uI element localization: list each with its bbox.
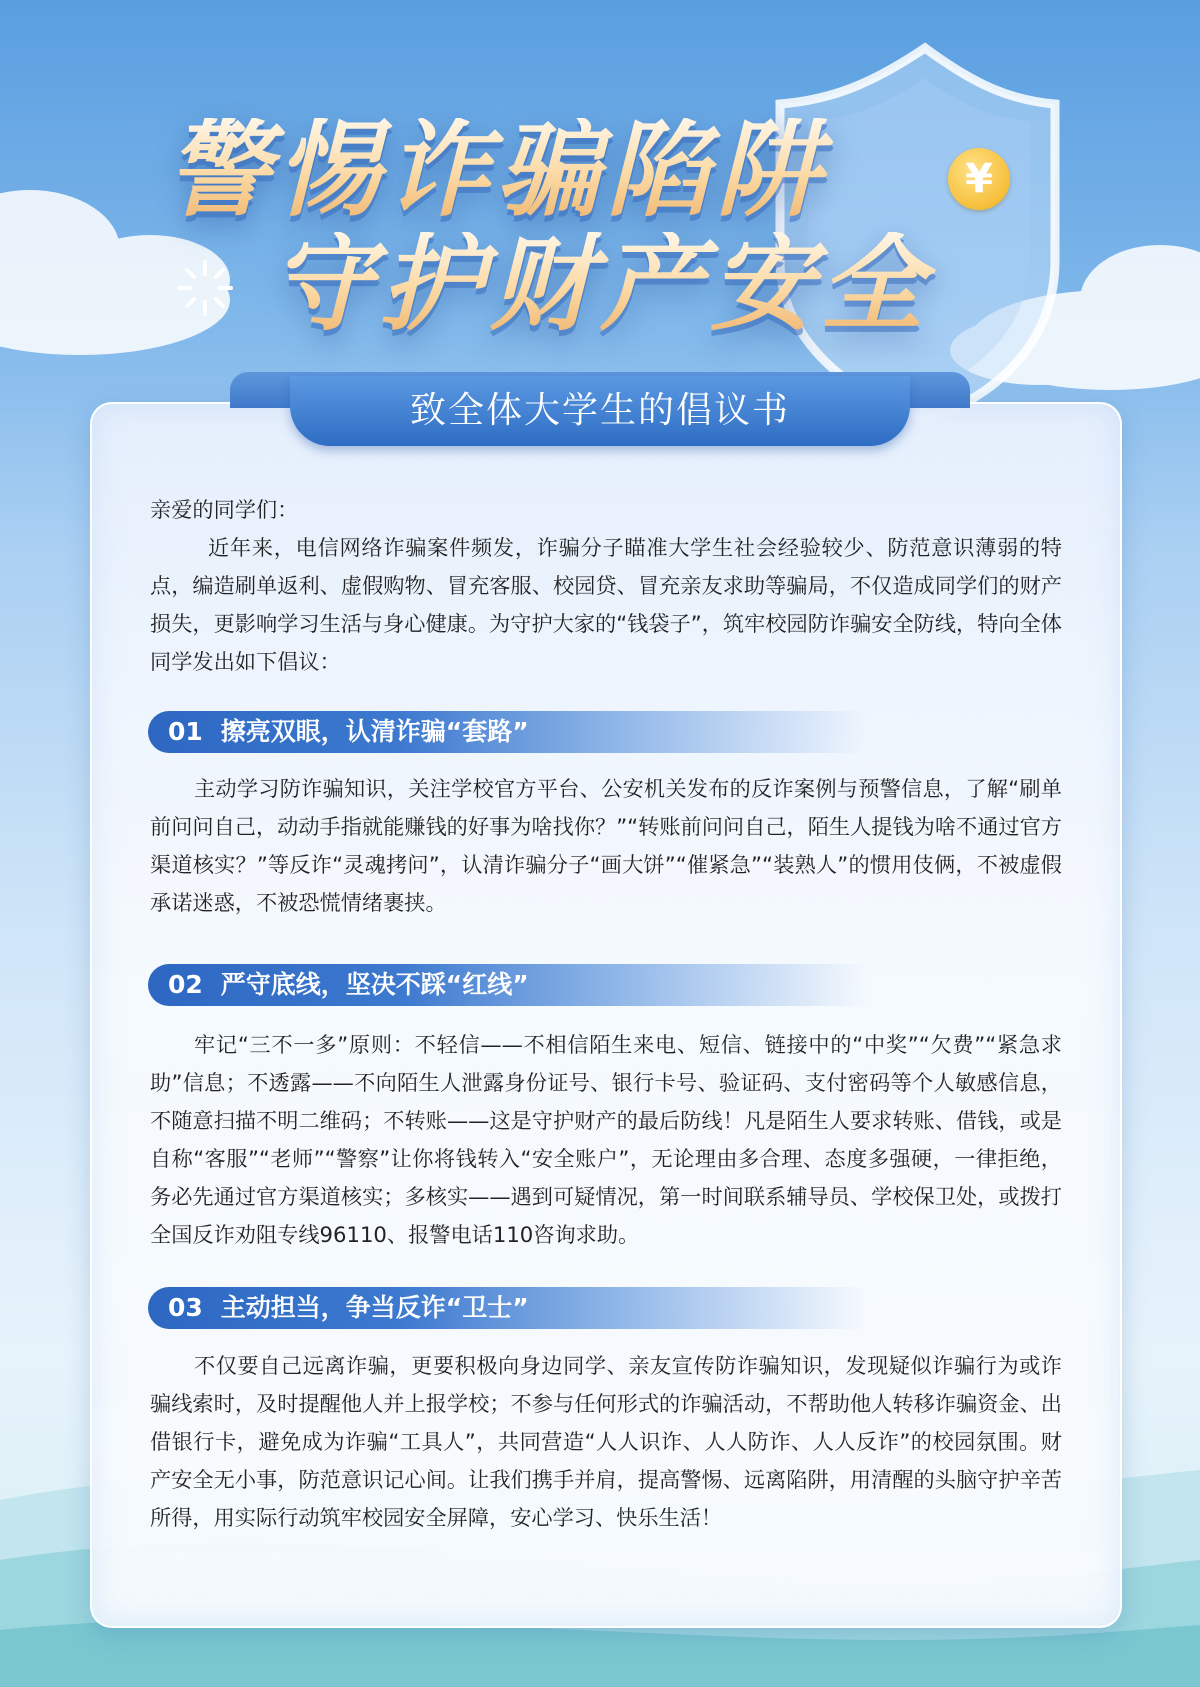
section-title: 主动担当，争当反诈“卫士” xyxy=(220,1293,529,1322)
section-body-1: 主动学习防诈骗知识，关注学校官方平台、公安机关发布的反诈案例与预警信息，了解“刷单前问问自己，动动手指就能赚钱的好事为啥找你？”“转账前问问自己，陌生人提钱为啥不通过官方渠道核实？”等反诈“灵魂拷问”，认清诈骗分子“画大饼”“催紧急”“装熟人”的惯用伎俩，不被虚假承诺迷惑，不被恐慌情绪裹挟。 xyxy=(150,776,1062,915)
section-body-3: 不仅要自己远离诈骗，更要积极向身边同学、亲友宣传防诈骗知识，发现疑似诈骗行为或诈骗线索时，及时提醒他人并上报学校；不参与任何形式的诈骗活动，不帮助他人转移诈骗资金、出借银行卡，避免成为诈骗“工具人”，共同营造“人人识诈、人人防诈、人人反诈”的校园氛围。财产安全无小事，防范意识记心间。让我们携手并肩，提高警惕、远离陷阱，用清醒的头脑守护辛苦所得，用实际行动筑牢校园安全屏障，安心学习、快乐生活！ xyxy=(150,1353,1062,1530)
section-heading-1 xyxy=(148,711,868,753)
yuan-coin-icon: ¥ xyxy=(948,148,1010,210)
title-line-2: 守护财产安全 xyxy=(0,232,1200,336)
section-heading-3 xyxy=(148,1287,868,1329)
section-number: 03 xyxy=(168,1293,203,1322)
section-number: 02 xyxy=(168,970,203,999)
subtitle-ribbon: 致全体大学生的倡议书 xyxy=(290,376,910,446)
sparkle-icon xyxy=(175,258,235,318)
section-body-2: 牢记“三不一多”原则：不轻信——不相信陌生来电、短信、链接中的“中奖”“欠费”“紧急求助”信息；不透露——不向陌生人泄露身份证号、银行卡号、验证码、支付密码等个人敏感信息，不随意扫描不明二维码；不转账——这是守护财产的最后防线！凡是陌生人要求转账、借钱，或是自称“客服”“老师”“警察”让你将钱转入“安全账户”，无论理由多合理、态度多强硬，一律拒绝，务必先通过官方渠道核实；多核实——遇到可疑情况，第一时间联系辅导员、学校保卫处，或拨打全国反诈劝阻专线96110、报警电话110咨询求助。 xyxy=(150,1032,1062,1247)
intro-paragraph: 近年来，电信网络诈骗案件频发，诈骗分子瞄准大学生社会经验较少、防范意识薄弱的特点，编造刷单返利、虚假购物、冒充客服、校园贷、冒充亲友求助等骗局，不仅造成同学们的财产损失，更影响学习生活与身心健康。为守护大家的“钱袋子”，筑牢校园防诈骗安全防线，特向全体同学发出如下倡议： xyxy=(150,535,1062,674)
title-line-1: 警惕诈骗陷阱 xyxy=(0,118,1200,222)
section-title: 擦亮双眼，认清诈骗“套路” xyxy=(220,717,529,746)
section-number: 01 xyxy=(168,717,203,746)
section-title: 严守底线，坚决不踩“红线” xyxy=(220,970,529,999)
section-heading-2 xyxy=(148,964,868,1006)
greeting: 亲爱的同学们： xyxy=(150,497,299,522)
